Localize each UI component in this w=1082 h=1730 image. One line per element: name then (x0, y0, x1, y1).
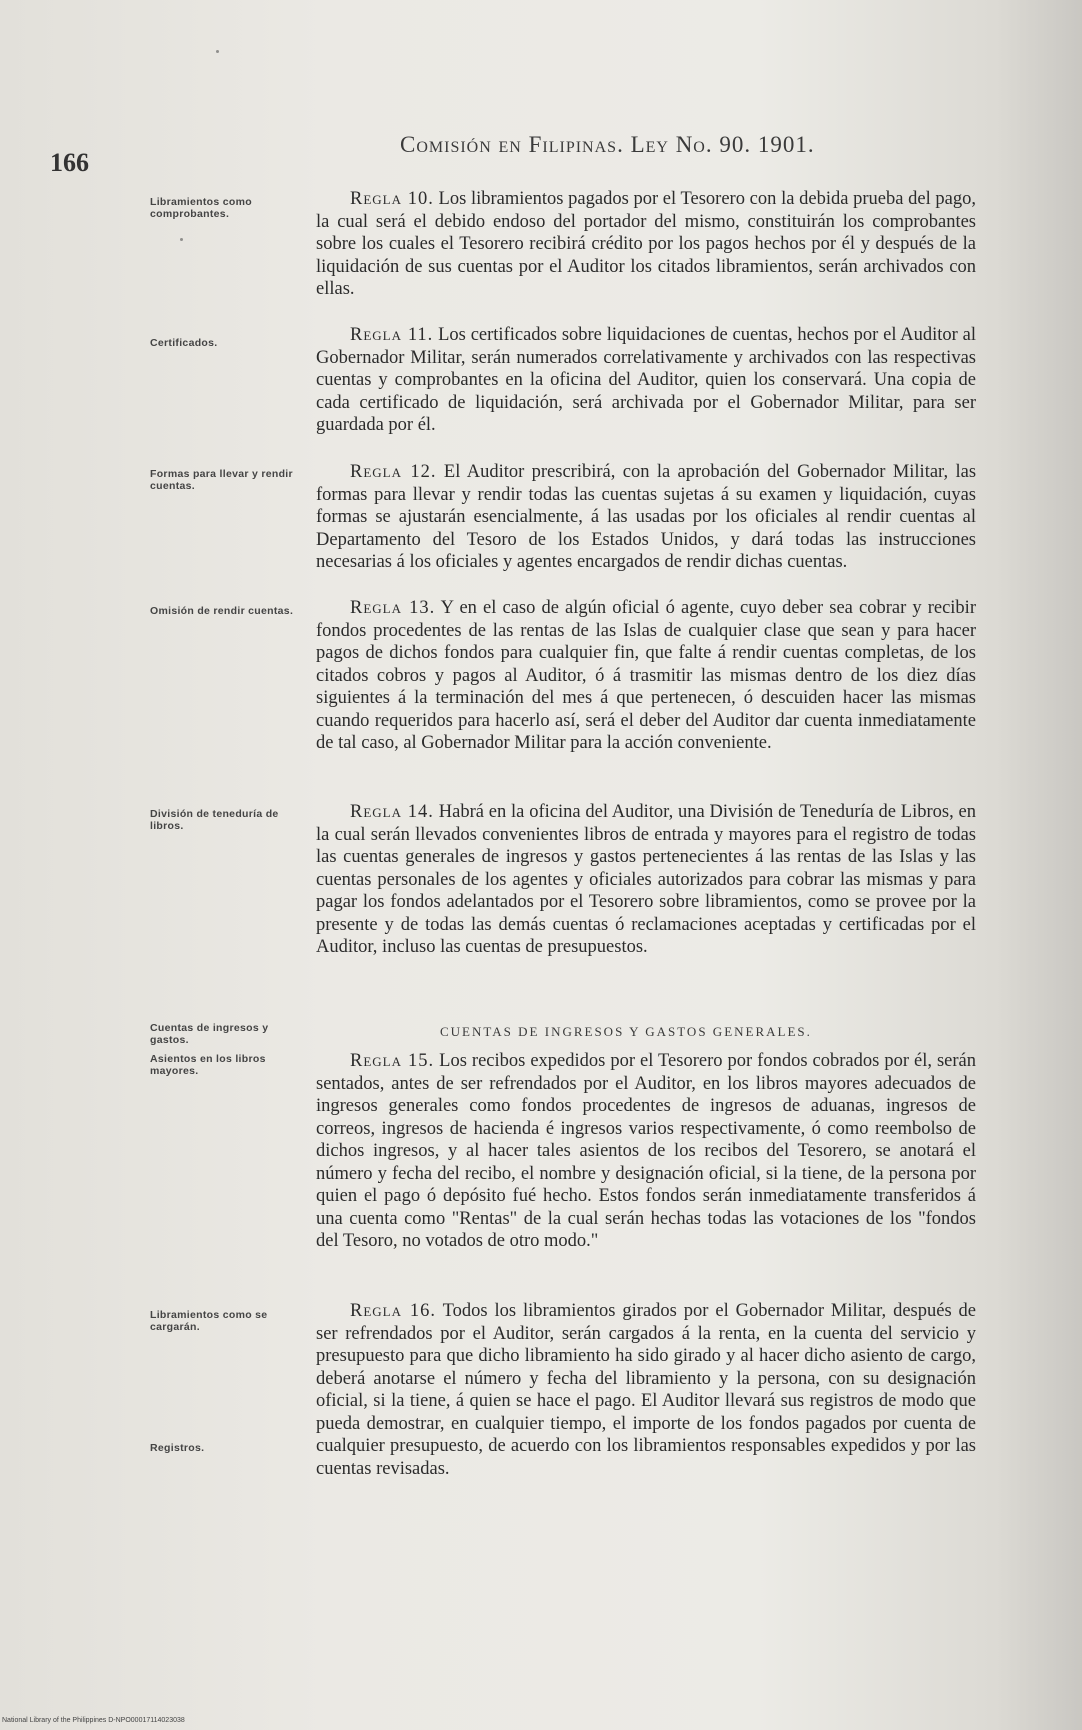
rule-label: Regla 11. (350, 325, 434, 345)
rule-12 (316, 461, 976, 574)
rule-text: Habrá en la oficina del Auditor, una División de Teneduría de Libros, en la cual serán llevados convenientes libros de entrada y mayores para el registro de todas las cuentas generales de ingresos y gastos pertenecientes á las rentas de las Islas y las cuentas personales de los agentes y oficiales autorizados para cobrar las mismas y para pagar los fondos adelantados por el Tesorero sobre libramientos, como se provee por la presente y de todas las demás cuentas ó reclamaciones aceptadas y certificadas por el Auditor, incluso las cuentas de presupuestos. (316, 802, 976, 957)
rule-label: Regla 15. (350, 1051, 435, 1071)
margin-note-division: División de teneduría de libros. (150, 808, 279, 832)
paper-speck (216, 50, 219, 53)
rule-15 (316, 1050, 976, 1253)
margin-note-cuentas: Cuentas de ingresos y gastos. (150, 1022, 269, 1046)
rule-text: Los libramientos pagados por el Tesorero con la debida prueba del pago, la cual será el debido endoso del portador del mismo, constituirán los comprobantes sobre los cuales el Tesorero recibirá crédito por los pagos hechos por él y después de la liquidación de sus cuentas por el Auditor los citados libramientos, serán archivados con ellas. (316, 189, 977, 299)
rule-13 (316, 597, 976, 755)
rule-text: Todos los libramientos girados por el Gobernador Militar, después de ser refrendados por el Auditor, serán cargados á la renta, en la cuenta del servicio y presupuesto para que dicho libramiento ha sido girado y al hacer dicho asiento de cargo, deberá anotarse el número y fecha del libramiento y la persona, con su designación oficial, si la tiene, á quien se hace el pago. El Auditor llevará sus registros de modo que pueda demostrar, en cualquier tiempo, el importe de los fondos pagados por cuenta de cualquier presupuesto, de acuerdo con los libramientos responsables expedidos y por las cuentas revisadas. (316, 1301, 977, 1479)
rule-11 (316, 324, 976, 437)
section-heading: CUENTAS DE INGRESOS Y GASTOS GENERALES. (440, 1024, 812, 1039)
rule-text: Los certificados sobre liquidaciones de cuentas, hechos por el Auditor al Gobernador Militar, serán numerados correlativamente y archivados con las respectivas cuentas y comprobantes en la oficina del Auditor, quien los conservará. Una copia de cada certificado de liquidación, será archivada por el Gobernador Militar, para ser guardada por él. (316, 325, 977, 435)
margin-note-libramientos-cargaran: Libramientos como se cargarán. (150, 1309, 268, 1333)
margin-note-certificados: Certificados. (150, 337, 218, 349)
rule-text: El Auditor prescribirá, con la aprobación del Gobernador Militar, las formas para llevar y rendir todas las cuentas sujetas á su examen y liquidación, cuyas formas se ajustarán esencialmente, á las usadas por los oficiales al rendir cuentas al Departamento del Tesoro de los Estados Unidos, y dará todas las instrucciones necesarias á los oficiales y agentes encargados de rendir dichas cuentas. (316, 462, 977, 572)
margin-note-formas: Formas para llevar y rendir cuentas. (150, 468, 293, 492)
margin-note-registros: Registros. (150, 1442, 205, 1454)
rule-label: Regla 16. (350, 1301, 437, 1321)
page-number: 166 (50, 148, 89, 177)
margin-note-libramientos-comprobantes: Libramientos como comprobantes. (150, 196, 252, 220)
margin-note-omision: Omisión de rendir cuentas. (150, 605, 294, 617)
rule-text: Los recibos expedidos por el Tesorero por fondos cobrados por él, serán sentados, antes de ser refrendados por el Auditor, en los libros mayores adecuados de ingresos generales como fondos procedentes de ingresos de aduanas, ingresos de correos, ingresos de hacienda é ingresos varios respectivamente, ó como reembolso de dichos ingresos, y al hacer tales asientos de los recibos del Tesorero, se anotará el número y fecha del recibo, el nombre y designación oficial, si la tiene, de la persona por quien el pago ó depósito fué hecho. Estos fondos serán inmediatamente transferidos á una cuenta como "Rentas" de la cual serán hechas todas las votaciones de los "fondos del Tesoro, no votados de otro modo." (316, 1051, 977, 1251)
rule-16 (316, 1300, 976, 1480)
rule-label: Regla 12. (350, 462, 437, 482)
rule-10 (316, 188, 976, 301)
rule-14 (316, 801, 976, 959)
running-head: Comisión en Filipinas. Ley No. 90. 1901. (400, 132, 815, 157)
rule-text: Y en el caso de algún oficial ó agente, cuyo deber sea cobrar y recibir fondos procedentes de las rentas de las Islas de cualquier clase que sean y para hacer pagos de dichos fondos para cualquier fin, que falte á rendir cuentas completas, de los citados cobros y pagos al Auditor, ó á trasmitir las mismas dentro de los diez días siguientes á la terminación del mes á que pertenecen, ó descuiden hacer las mismas cuando requeridos para hacerlo así, será el deber del Auditor dar cuenta inmediatamente de tal caso, al Gobernador Militar para la acción conveniente. (316, 598, 976, 753)
rule-label: Regla 13. (350, 598, 436, 618)
scan-footer: National Library of the Philippines D-NPO00017114023038 (2, 1717, 185, 1724)
rule-label: Regla 14. (350, 802, 434, 822)
paper-speck (180, 238, 183, 241)
margin-note-asientos: Asientos en los libros mayores. (150, 1053, 266, 1077)
rule-label: Regla 10. (350, 189, 434, 209)
